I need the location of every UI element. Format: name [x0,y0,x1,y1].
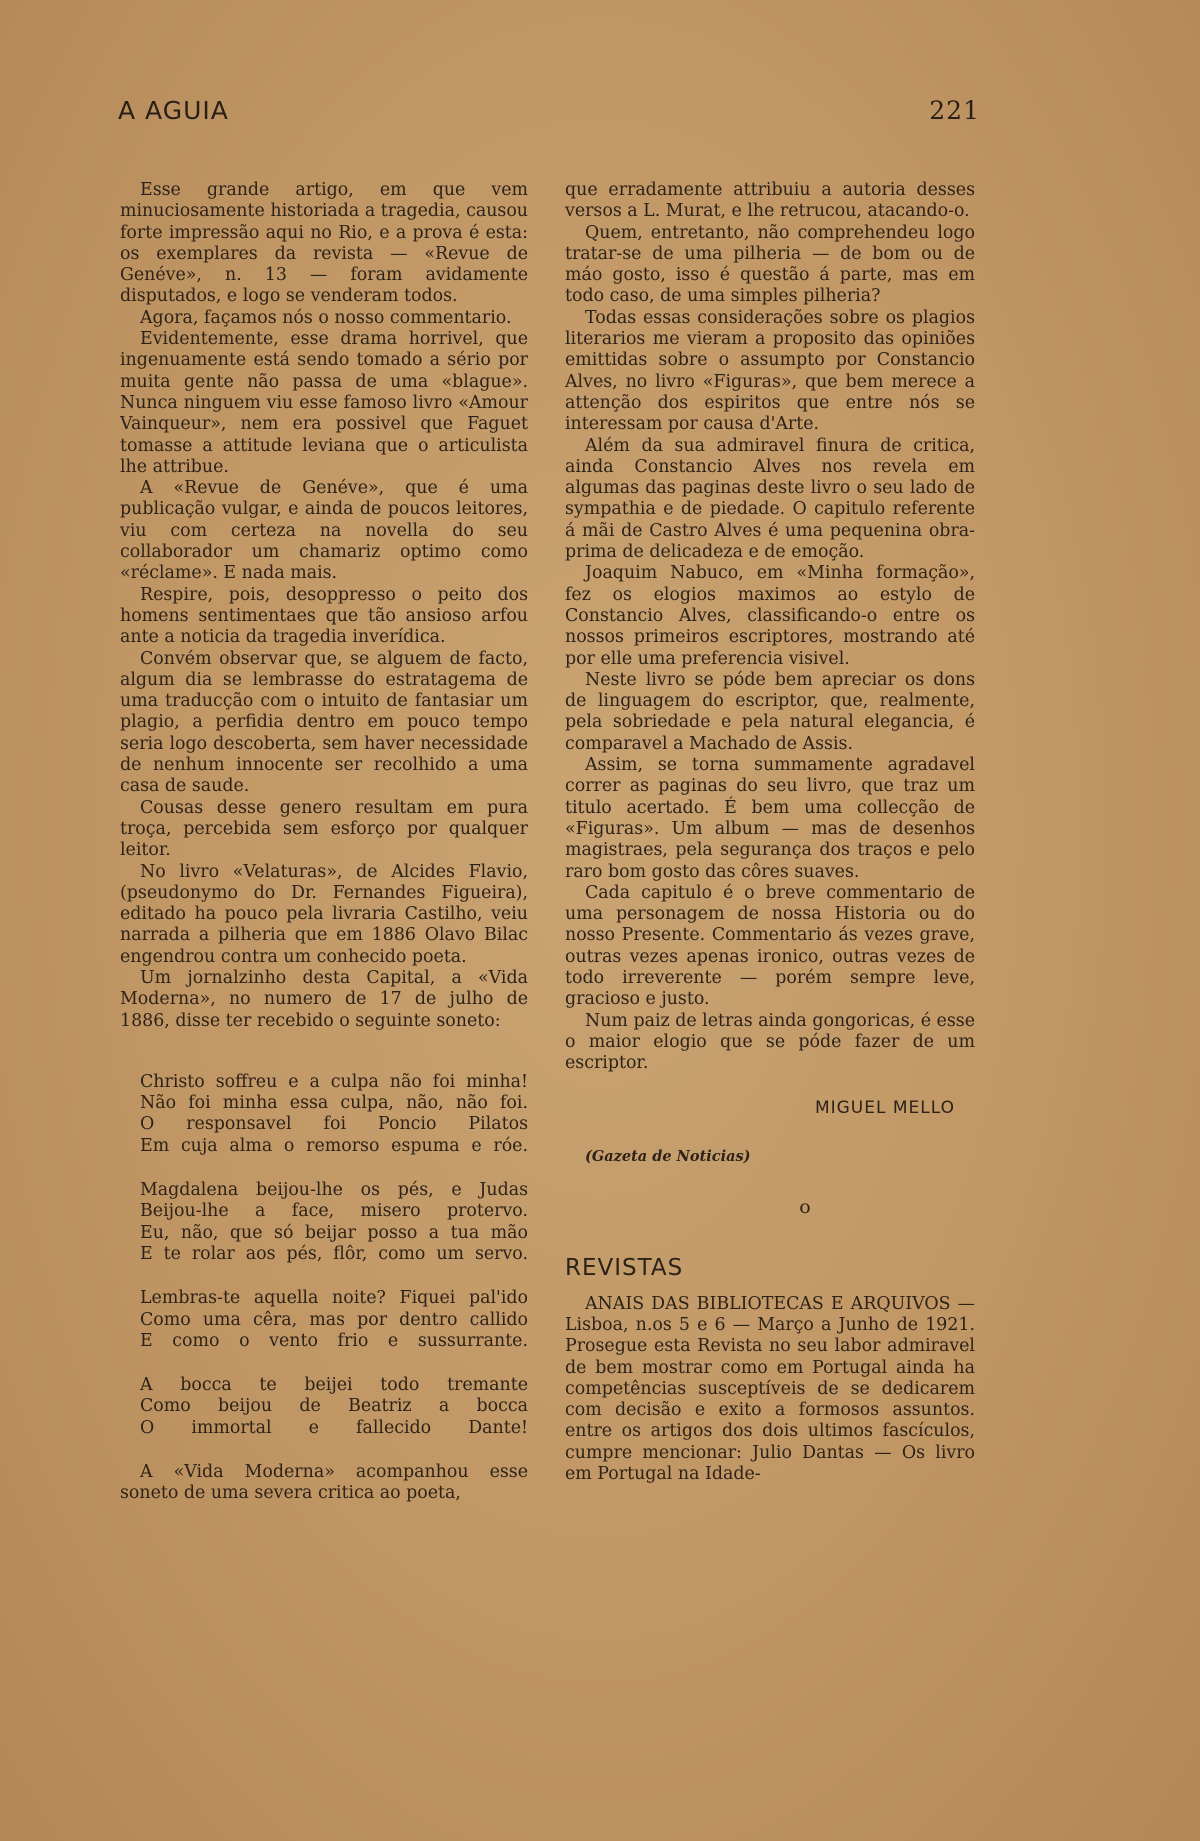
paragraph: Cousas desse genero resultam em pura troça, percebida sem esforço por qualquer leitor. [120,797,528,861]
verse-line: O responsavel foi Poncio Pilatos [140,1114,528,1135]
paragraph: Respire, pois, desoppresso o peito dos homens sentimentaes que tão ansioso arfou ante a noticia da tragedia inverídica. [120,584,528,648]
paragraph: No livro «Velaturas», de Alcides Flavio, (pseudonymo do Dr. Fernandes Figueira), editado ha pouco pela livraria Castilho, veiu narrada a pilheria que em 1886 Olavo Bilac engendrou contra um conhecido poeta. [120,861,528,967]
stanza [120,1072,528,1157]
paragraph: Joaquim Nabuco, em «Minha formação», fez os elogios maximos ao estylo de Constancio Alves, classificando-o entre os nossos primeiros escriptores, mostrando até por elle uma preferencia visivel. [565,563,975,669]
paragraph: Neste livro se póde bem apreciar os dons de linguagem do escriptor, que, realmente, pela sobriedade e pela natural elegancia, é comparavel a Machado de Assis. [565,669,975,754]
paragraph: Num paiz de letras ainda gongoricas, é esse o maior elogio que se póde fazer de um escriptor. [565,1010,975,1074]
right-column [565,180,975,1485]
journal-title: A AGUIA [118,96,229,125]
paragraph: A «Vida Moderna» acompanhou esse soneto de uma severa critica ao poeta, [120,1462,528,1504]
author-signature: MIGUEL MELLO [814,1098,955,1119]
verse-line: Não foi minha essa culpa, não, não foi. [140,1093,528,1114]
verse-line: E te rolar aos pés, flôr, como um servo. [140,1243,528,1264]
paragraph: Cada capitulo é o breve commentario de uma personagem de nossa Historia ou do nosso Presente. Commentario ás vezes grave, outras vezes apenas ironico, outras vezes de todo irreverente — porém sempre leve, gracioso e justo. [565,882,975,1010]
verse-line: A bocca te beijei todo tremante [140,1375,528,1396]
sonnet [120,1072,528,1439]
stanza [120,1180,528,1265]
paragraph: Quem, entretanto, não comprehendeu logo tratar-se de uma pilheria — de bom ou de máo gosto, isso é questão á parte, mas em todo caso, de uma simples pilheria? [565,222,975,307]
paragraph: Todas essas considerações sobre os plagios literarios me vieram a proposito das opiniões emittidas sobre o assumpto por Constancio Alves, no livro «Figuras», que bem merece a attenção dos espiritos que entre nós se interessam por causa d'Arte. [565,307,975,435]
paragraph: que erradamente attribuiu a autoria desses versos a L. Murat, e lhe retrucou, atacando-o. [565,180,975,222]
paragraph: Além da sua admiravel finura de critica, ainda Constancio Alves nos revela em algumas das paginas deste livro o seu lado de sympathia e de piedade. O capitulo referente á mãi de Castro Alves é uma pequenina obra-prima de delicadeza e de emoção. [565,435,975,563]
source-citation: (Gazeta de Noticias) [585,1147,751,1165]
verse-line: Como beijou de Beatriz a bocca [140,1396,528,1417]
stanza [120,1288,528,1352]
paragraph: Um jornalzinho desta Capital, a «Vida Moderna», no numero de 17 de julho de 1886, disse ter recebido o seguinte soneto: [120,967,528,1031]
paragraph: Assim, se torna summamente agradavel correr as paginas do seu livro, que traz um titulo acertado. É bem uma collecção de «Figuras». Um album — mas de desenhos magistraes, pela segurança dos traços e pelo raro bom gosto das côres suaves. [565,755,975,882]
verse-line: Em cuja alma o remorso espuma e róe. [140,1135,528,1156]
verse-line: Eu, não, que só beijar posso a tua mão [140,1222,528,1243]
paragraph: Evidentemente, esse drama horrivel, que ingenuamente está sendo tomado a sério por muita gente não passa de uma «blague». Nunca ninguem viu esse famoso livro «Amour Vainqueur», nem era possivel que Faguet tomasse a attitude leviana que o articulista lhe attribue. [120,329,528,477]
paragraph: Agora, façamos nós o nosso commentario. [140,307,512,328]
verse-line: Magdalena beijou-lhe os pés, e Judas [140,1180,528,1201]
verse-line: Beijou-lhe a face, misero protervo. [140,1201,528,1222]
verse-line: E como o vento frio e sussurrante. [140,1330,528,1351]
paragraph: A «Revue de Genéve», que é uma publicação vulgar, e ainda de poucos leitores, viu com certeza na novella do seu collaborador um chamariz optimo como «réclame». E nada mais. [120,478,528,584]
section-title: REVISTAS [565,1255,684,1282]
paragraph: Convém observar que, se alguem de facto, algum dia se lembrasse do estratagema de uma traducção com o intuito de fantasiar um plagio, a perfidia dentro em pouco tempo seria logo descoberta, sem haver necessidade de nenhum innocente ser recolhido a uma casa de saude. [120,648,528,797]
page-number: 221 [929,96,980,125]
stanza [120,1375,528,1439]
paragraph: ANAIS DAS BIBLIOTECAS E ARQUIVOS — Lisboa, n.os 5 e 6 — Março a Junho de 1921. Prosegue esta Revista no seu labor admiravel de bem mostrar como em Portugal ainda ha competências susceptíveis de se dedicarem com decisão e exito a formosos assuntos. entre os artigos dos dois ultimos fascículos, cumpre mencionar: Julio Dantas — Os livro em Portugal na Idade- [565,1293,975,1485]
verse-line: Lembras-te aquella noite? Fiquei pal'ido [140,1288,528,1309]
verse-line: Como uma cêra, mas por dentro callido [140,1309,528,1330]
left-column [120,180,528,1505]
verse-line: Christo soffreu e a culpa não foi minha! [140,1071,528,1092]
running-header [118,96,980,125]
section-separator: o [799,1196,811,1219]
verse-line: O immortal e fallecido Dante! [140,1417,528,1438]
paragraph: Esse grande artigo, em que vem minuciosamente historiada a tragedia, causou forte impressão aqui no Rio, e a prova é esta: os exemplares da revista — «Revue de Genéve», n. 13 — foram avidamente disputados, e logo se venderam todos. [120,180,528,307]
